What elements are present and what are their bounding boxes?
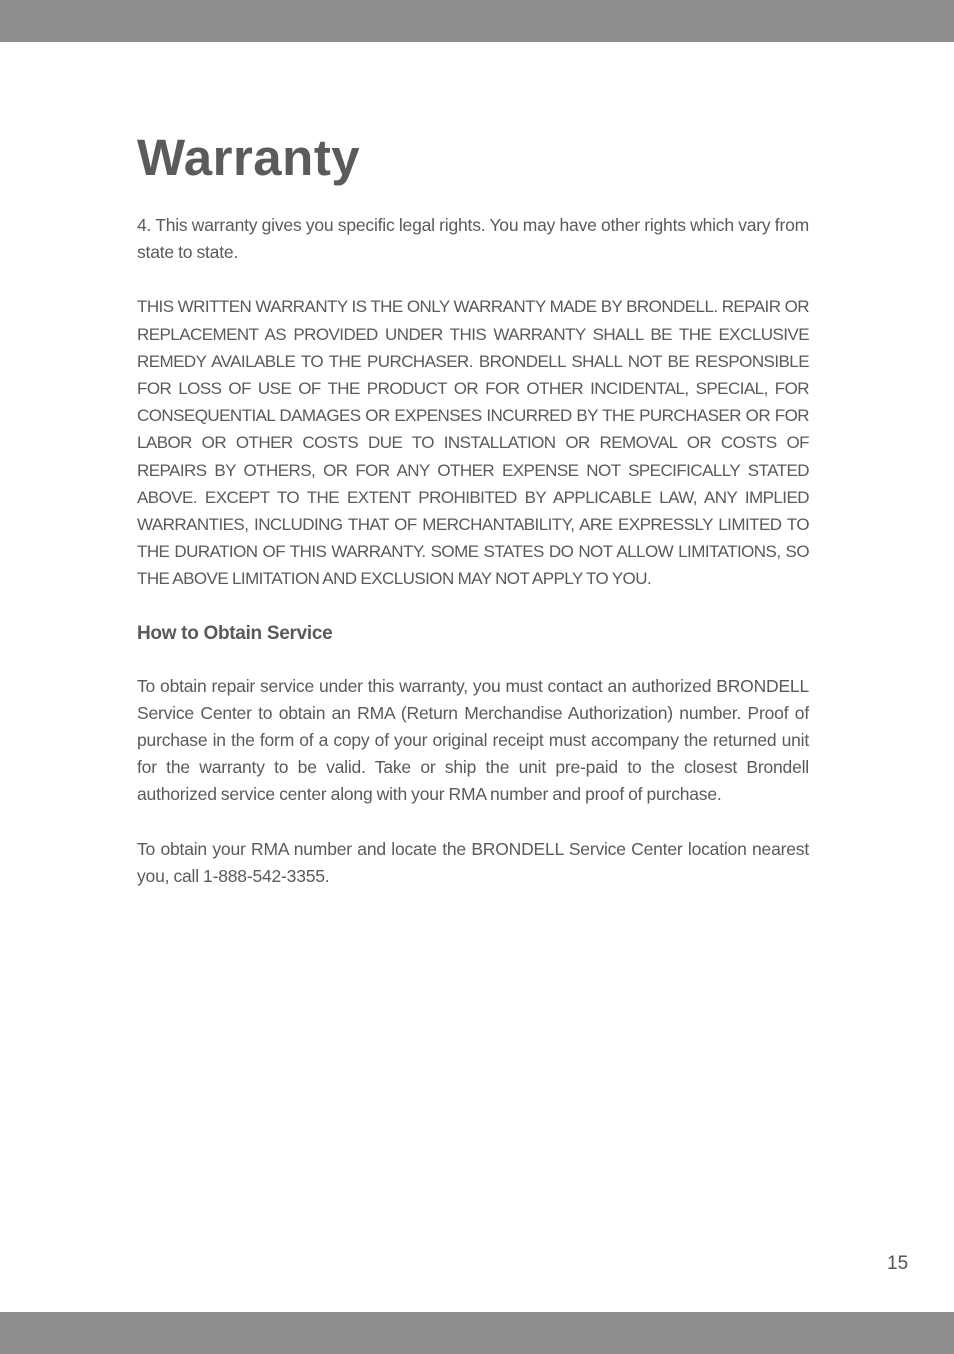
- page-number: 15: [887, 1253, 909, 1274]
- page-title: Warranty: [137, 129, 361, 186]
- top-band: [0, 0, 954, 42]
- contact-paragraph: To obtain your RMA number and locate the BRONDELL Service Center location nearest you, call 1-888-542-3355.: [137, 838, 809, 886]
- rights-paragraph: 4. This warranty gives you specific legal rights. You may have other rights which vary from state to state.: [137, 215, 809, 263]
- disclaimer-paragraph: THIS WRITTEN WARRANTY IS THE ONLY WARRANTY MADE BY BRONDELL. REPAIR OR REPLACEMENT AS PROVIDED UNDER THIS WARRANTY SHALL BE THE EXCLUSIVE REMEDY AVAILABLE TO THE PURCHASER. BRONDELL SHALL NOT BE RESPONSIBLE FOR LOSS OF USE OF THE PRODUCT OR FOR OTHER INCIDENTAL, SPECIAL, FOR CONSEQUENTIAL DAMAGES OR EXPENSES INCURRED BY THE PURCHASER OR FOR LABOR OR OTHER COSTS DUE TO INSTALLATION OR REMOVAL OR COSTS OF REPAIRS BY OTHERS, OR FOR ANY OTHER EXPENSE NOT SPECIFICALLY STATED ABOVE. EXCEPT TO THE EXTENT PROHIBITED BY APPLICABLE LAW, ANY IMPLIED WARRANTIES, INCLUDING THAT OF MERCHANTABILITY, ARE EXPRESSLY LIMITED TO THE DURATION OF THIS WARRANTY. SOME STATES DO NOT ALLOW LIMITATIONS, SO THE ABOVE LIMITATION AND EXCLUSION MAY NOT APPLY TO YOU.: [137, 297, 809, 589]
- bottom-band: [0, 1312, 954, 1354]
- page-content: [137, 126, 809, 890]
- section-heading-service: How to Obtain Service: [137, 622, 333, 644]
- service-paragraph: To obtain repair service under this warranty, you must contact an authorized BRONDELL Service Center to obtain an RMA (Return Merchandise Authorization) number. Proof of purchase in the form of a copy of your original receipt must accompany the returned unit for the warranty to be valid. Take or ship the unit pre-paid to the closest Brondell authorized service center along with your RMA number and proof of purchase.: [137, 675, 809, 805]
